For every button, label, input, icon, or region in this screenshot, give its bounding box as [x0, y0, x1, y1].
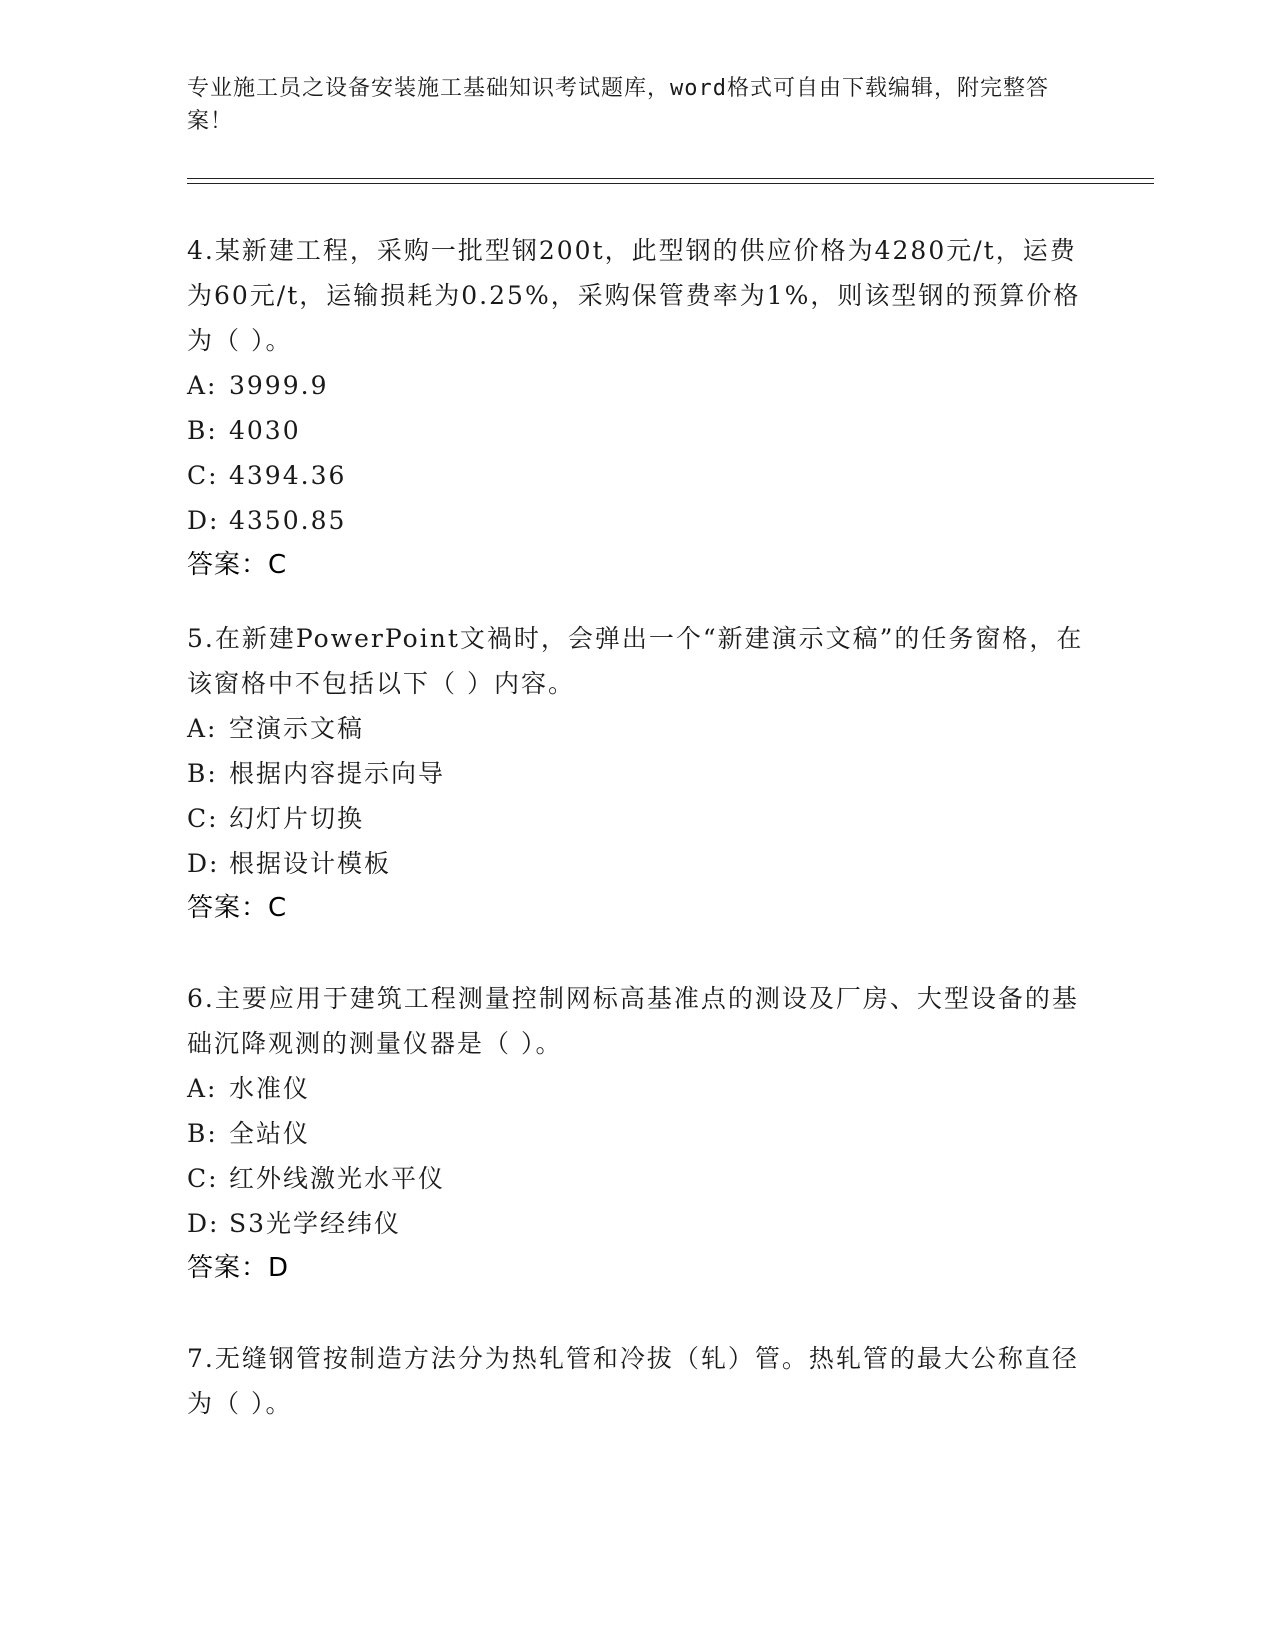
option-letter: A: — [187, 714, 218, 743]
option-text: 空演示文稿 — [229, 714, 365, 743]
option-letter: B: — [187, 1119, 218, 1148]
answer-line: 答案：C — [187, 893, 288, 923]
question-5 — [187, 616, 1087, 931]
question-7 — [187, 1336, 1087, 1426]
option-text: 全站仪 — [229, 1119, 311, 1148]
option-letter: C: — [187, 1164, 219, 1193]
option-text: 幻灯片切换 — [229, 804, 365, 833]
option-a — [187, 363, 1087, 408]
option-text: 4030 — [229, 416, 301, 445]
question-stem: 5.在新建PowerPoint文禍时，会弹出一个“新建演示文稿”的任务窗格，在该窗格中不包括以下（ ）内容。 — [187, 624, 1084, 698]
question-stem: 7.无缝钢管按制造方法分为热轧管和冷拔（轧）管。热轧管的最大公称直径为（ ）。 — [187, 1344, 1079, 1418]
option-text: 红外线激光水平仪 — [229, 1164, 446, 1193]
option-b — [187, 751, 1087, 796]
header-divider — [187, 178, 1154, 179]
option-text: S3光学经纬仪 — [229, 1209, 402, 1238]
option-c — [187, 453, 1087, 498]
option-letter: D: — [187, 1209, 220, 1238]
document-header: 专业施工员之设备安装施工基础知识考试题库，word格式可自由下载编辑，附完整答案！ — [187, 76, 1049, 134]
answer-line: 答案：D — [187, 1253, 290, 1283]
option-letter: A: — [187, 371, 218, 400]
option-c — [187, 796, 1087, 841]
question-6 — [187, 976, 1087, 1291]
option-d — [187, 498, 1087, 543]
question-stem: 4.某新建工程，采购一批型钢200t，此型钢的供应价格为4280元/t，运费为60元/t，运输损耗为0.25%，采购保管费率为1%，则该型钢的预算价格为（ ）。 — [187, 236, 1081, 355]
option-letter: C: — [187, 804, 219, 833]
option-letter: B: — [187, 759, 218, 788]
option-d — [187, 841, 1087, 886]
question-stem: 6.主要应用于建筑工程测量控制网标高基准点的测设及厂房、大型设备的基础沉降观测的测量仪器是（ ）。 — [187, 984, 1079, 1058]
option-text: 4350.85 — [229, 506, 347, 535]
option-letter: C: — [187, 461, 219, 490]
header-divider-secondary — [187, 183, 1154, 184]
answer-line: 答案：C — [187, 550, 288, 580]
option-text: 3999.9 — [229, 371, 329, 400]
option-letter: A: — [187, 1074, 218, 1103]
option-a — [187, 706, 1087, 751]
option-text: 水准仪 — [229, 1074, 311, 1103]
option-d — [187, 1201, 1087, 1246]
option-text: 根据内容提示向导 — [229, 759, 446, 788]
question-4 — [187, 228, 1087, 588]
option-letter: D: — [187, 506, 220, 535]
option-b — [187, 408, 1087, 453]
option-text: 4394.36 — [229, 461, 347, 490]
option-c — [187, 1156, 1087, 1201]
option-a — [187, 1066, 1087, 1111]
option-text: 根据设计模板 — [229, 849, 392, 878]
option-b — [187, 1111, 1087, 1156]
option-letter: D: — [187, 849, 220, 878]
option-letter: B: — [187, 416, 218, 445]
